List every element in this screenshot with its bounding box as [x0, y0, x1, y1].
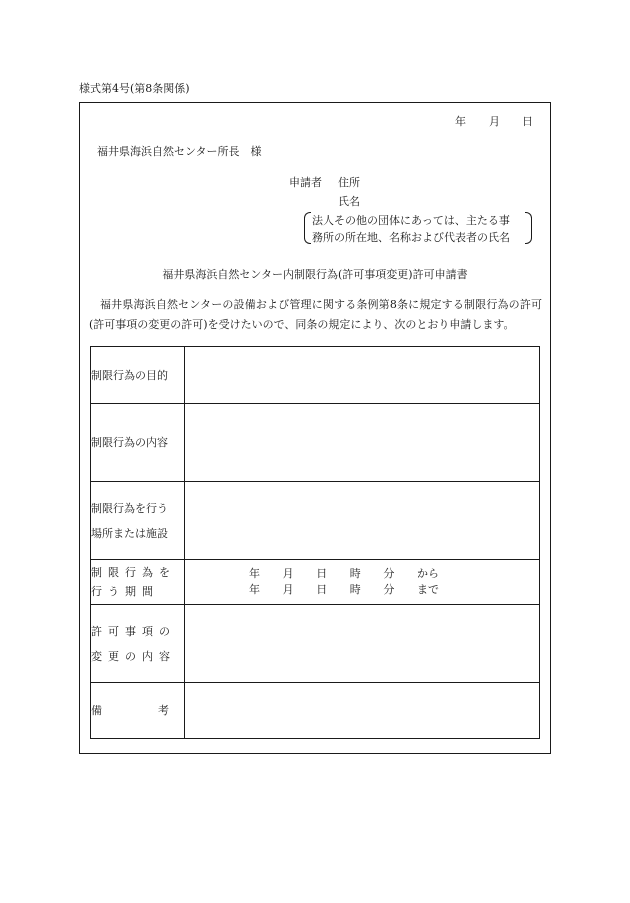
from-year: 年 — [249, 567, 260, 580]
table-row-content — [91, 404, 540, 482]
remarks-label-a: 備 — [91, 704, 102, 717]
date-month: 月 — [489, 115, 500, 128]
place-label-line-1: 制限行為を行う — [91, 501, 168, 515]
period-value — [185, 560, 540, 605]
remarks-label — [91, 683, 185, 739]
period-label-line-1: 制限行為を — [91, 566, 176, 579]
period-label-line-2: 行う期間 — [91, 585, 159, 598]
bracket-right-icon — [525, 212, 532, 244]
from-minute: 分 — [383, 567, 395, 580]
bracket-left-icon — [304, 212, 311, 244]
from-day: 日 — [316, 567, 328, 580]
period-label — [91, 560, 185, 605]
change-value — [185, 605, 540, 683]
from-hour: 時 — [349, 567, 361, 580]
applicant-note-line-2: 務所の所在地、名称および代表者の氏名 — [312, 231, 510, 244]
document-title: 福井県海浜自然センター内制限行為(許可事項変更)許可申請書 — [162, 268, 468, 281]
period-to — [249, 582, 439, 598]
to-hour: 時 — [349, 583, 361, 596]
date-day: 日 — [522, 115, 533, 128]
from-month: 月 — [282, 567, 294, 580]
application-table — [90, 346, 540, 739]
change-label-line-2: 変更の内容 — [91, 649, 176, 663]
table-row-period — [91, 560, 540, 605]
recipient: 福井県海浜自然センター所長 様 — [97, 145, 262, 158]
period-from — [249, 566, 439, 582]
table-row-place — [91, 482, 540, 560]
to-suffix: まで — [416, 583, 439, 596]
to-minute: 分 — [383, 583, 395, 596]
place-value — [185, 482, 540, 560]
place-label — [91, 482, 185, 560]
remarks-label-b: 考 — [158, 704, 169, 717]
purpose-label: 制限行為の目的 — [91, 347, 185, 404]
applicant-label: 申請者 — [289, 176, 322, 189]
table-row-purpose — [91, 347, 540, 404]
to-month: 月 — [282, 583, 294, 596]
change-label — [91, 605, 185, 683]
to-year: 年 — [249, 583, 260, 596]
address-label: 住所 — [338, 176, 360, 189]
date-year: 年 — [455, 115, 466, 128]
content-value — [185, 404, 540, 482]
applicant-note — [304, 211, 532, 245]
name-label: 氏名 — [338, 195, 360, 208]
applicant-note-line-1: 法人その他の団体にあっては、主たる事 — [312, 214, 510, 227]
to-day: 日 — [316, 583, 328, 596]
form-number: 様式第4号(第8条関係) — [79, 82, 190, 95]
from-suffix: から — [416, 567, 439, 580]
change-label-line-1: 許可事項の — [91, 624, 176, 638]
table-row-remarks — [91, 683, 540, 739]
table-row-change — [91, 605, 540, 683]
place-label-line-2: 場所または施設 — [91, 526, 168, 540]
body-paragraph: 福井県海浜自然センターの設備および管理に関する条例第8条に規定する制限行為の許可(許可事項の変更の許可)を受けたいので、同条の規定により、次のとおり申請します。 — [89, 298, 542, 331]
content-label: 制限行為の内容 — [91, 404, 185, 482]
purpose-value — [185, 347, 540, 404]
remarks-value — [185, 683, 540, 739]
